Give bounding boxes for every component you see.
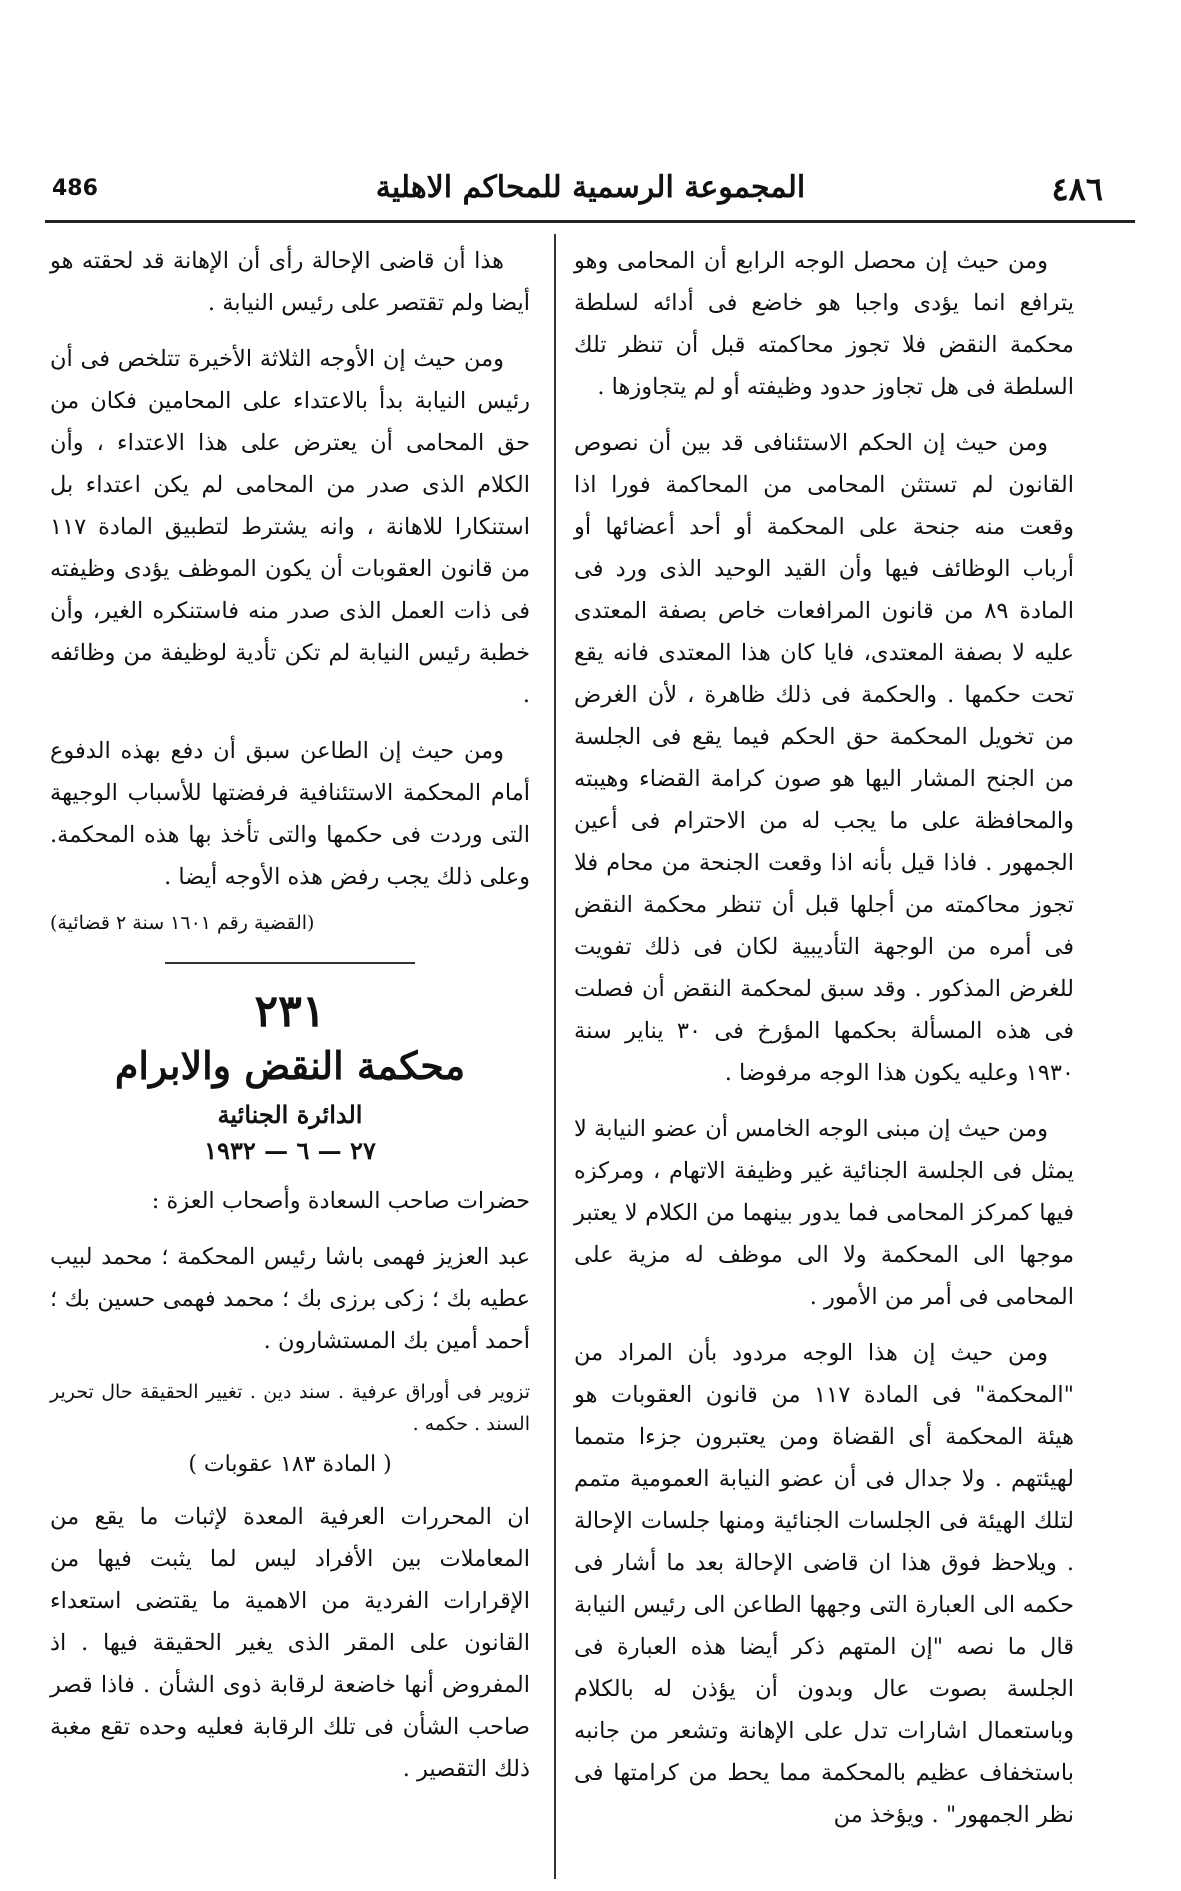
paragraph: هذا أن قاضى الإحالة رأى أن الإهانة قد لحقته هو أيضا ولم تقتصر على رئيس النيابة .: [50, 248, 530, 316]
judgment-number: ٢٣١: [254, 986, 326, 1037]
column-divider: [554, 234, 556, 1879]
case-reference: (القضية رقم ١٦٠١ سنة ٢ قضائية): [50, 912, 315, 934]
paragraph: ومن حيث إن الطاعن سبق أن دفع بهذه الدفوع أمام المحكمة الاستئنافية فرفضتها للأسباب الوجيهة التى وردت فى حكمها والتى تأخذ بها هذه المحكمة. وعلى ذلك يجب رفض هذه الأوجه أيضا .: [50, 738, 530, 890]
running-title: المجموعة الرسمية للمحاكم الاهلية: [375, 170, 806, 205]
section-divider: [165, 962, 415, 964]
legal-article: ( المادة ١٨٣ عقوبات ): [188, 1452, 392, 1477]
paragraph: ومن حيث إن الحكم الاستئنافى قد بين أن نصوص القانون لم تستثن المحامى من المحاكمة فورا اذا وقعت منه جنحة على المحكمة أو أحد أعضائها أو أرباب الوظائف فيها وأن القيد الوحيد الذى ورد فى المادة ٨٩ من قانون المرافعات خاص بصفة المعتدى عليه لا بصفة المعتدى، فايا كان هذا المعتدى فانه يقع تحت حكمها . والحكمة فى ذلك ظاهرة ، لأن الغرض من تخويل المحكمة حق الحكم فيما يقع فى الجلسة من الجنح المشار اليها هو صون كرامة القضاء وهيبته والمحافظة على ما يجب له من الاحترام فى أعين الجمهور . فاذا قيل بأنه اذا وقعت الجنحة من محام فلا تجوز محاكمته من أجلها قبل أن تنظر محكمة النقض فى أمره من الوجهة التأديبية لكان فى ذلك تفويت للغرض المذكور . وقد سبق لمحكمة النقض أن فصلت فى هذه المسألة بحكمها المؤرخ فى ٣٠ يناير سنة ١٩٣٠ وعليه يكون هذا الوجه مرفوضا .: [574, 430, 1074, 1086]
case-summary: تزوير فى أوراق عرفية . سند دين . تغيير الحقيقة حال تحرير السند . حكمه .: [50, 1381, 530, 1435]
circuit-name: الدائرة الجنائية: [217, 1100, 363, 1129]
paragraph: ومن حيث إن مبنى الوجه الخامس أن عضو النيابة لا يمثل فى الجلسة الجنائية غير وظيفة الاتهام ، ومركزه فيها كمركز المحامى فما يدور بينهما من الكلام لا يعتبر موجها الى المحكمة ولا الى موظف له مزية على المحامى فى أمر من الأمور .: [574, 1116, 1074, 1310]
paragraph: ومن حيث إن الأوجه الثلاثة الأخيرة تتلخص فى أن رئيس النيابة بدأ بالاعتداء على المحامين فكان من حق المحامى أن يعترض على هذا الاعتداء ، وأن الكلام الذى صدر من المحامى لم يكن اعتداء بل استنكارا للاهانة ، وانه يشترط لتطبيق المادة ١١٧ من قانون العقوبات أن يكون الموظف يؤدى وظيفته فى ذات العمل الذى صدر منه فاستنكره الغير، وأن خطبة رئيس النيابة لم تكن تأدية لوظيفة من وظائفه .: [50, 346, 530, 708]
members-intro: حضرات صاحب السعادة وأصحاب العزة :: [151, 1188, 530, 1214]
paragraph: ومن حيث إن محصل الوجه الرابع أن المحامى وهو يترافع انما يؤدى واجبا هو خاضع فى أدائه لسلطة محكمة النقض فلا تجوز محاكمته قبل أن تنظر تلك السلطة فى هل تجاوز حدود وظيفته أو لم يتجاوزها .: [574, 248, 1074, 400]
court-name: محكمة النقض والابرام: [114, 1043, 466, 1088]
members-names: عبد العزيز فهمى باشا رئيس المحكمة ؛ محمد لبيب عطيه بك ؛ زكى برزى بك ؛ محمد فهمى حسين بك ؛ أحمد أمين بك المستشارون .: [50, 1244, 530, 1354]
left-column: [50, 240, 530, 1804]
legal-principle: ان المحررات العرفية المعدة لإثبات ما يقع من المعاملات بين الأفراد ليس لما يثبت فيها من الإقرارات الفردية من الاهمية ما يقتضى استعداء القانون على المقر الذى يغير الحقيقة فيها . اذ المفروض أنها خاضعة لرقابة ذوى الشأن . فاذا قصر صاحب الشأن فى تلك الرقابة فعليه وحده تقع مغبة ذلك التقصير .: [50, 1504, 530, 1782]
header-rule: [45, 220, 1135, 223]
page-number-arabic: ٤٨٦: [1051, 170, 1103, 208]
right-column: [574, 240, 1074, 1850]
page-header: [0, 170, 1181, 220]
judgment-date: ٢٧ — ٦ — ١٩٣٢: [204, 1136, 376, 1165]
page-number-latin: 486: [52, 176, 98, 201]
paragraph: ومن حيث إن هذا الوجه مردود بأن المراد من "المحكمة" فى المادة ١١٧ من قانون العقوبات هو هيئة المحكمة أى القضاة ومن يعتبرون جزءا متمما لهيئتهم . ولا جدال فى أن عضو النيابة العمومية متمم لتلك الهيئة فى الجلسات الجنائية ومنها جلسات الإحالة . ويلاحظ فوق هذا ان قاضى الإحالة بعد ما أشار فى حكمه الى العبارة التى وجهها الطاعن الى رئيس النيابة قال ما نصه "إن المتهم ذكر أيضا هذه العبارة فى الجلسة بصوت عال وبدون أن يؤذن له بالكلام وباستعمال اشارات تدل على الإهانة وتشعر من جانبه باستخفاف عظيم بالمحكمة مما يحط من كرامتها فى نظر الجمهور" . ويؤخذ من: [574, 1340, 1074, 1828]
